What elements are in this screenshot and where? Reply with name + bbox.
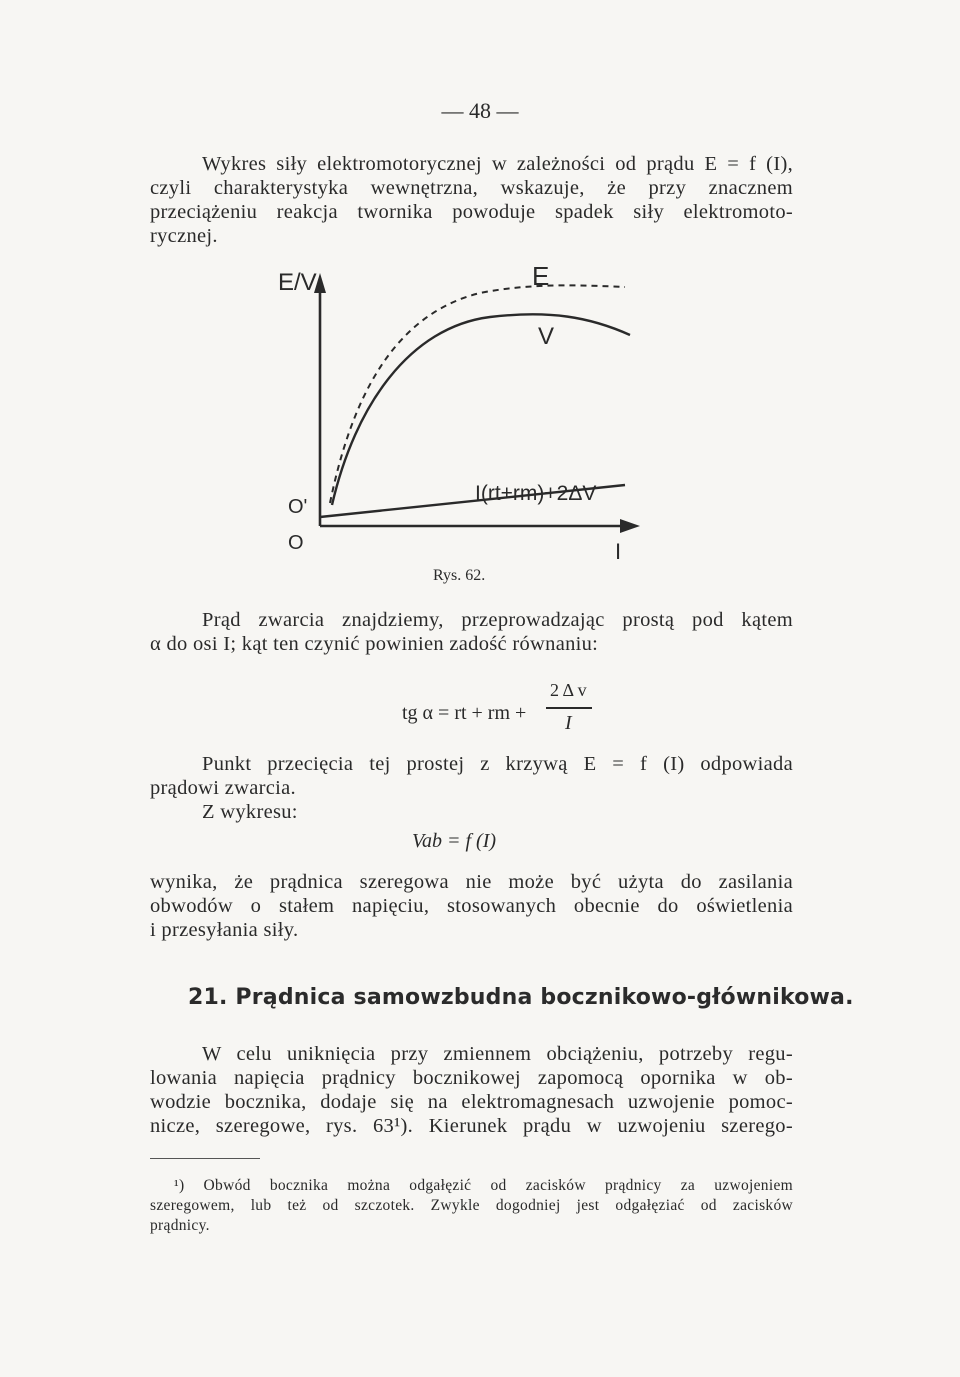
curve-v [332,314,630,505]
page-number: — 48 — [441,98,519,123]
text-line: Punkt przecięcia tej prostej z krzywą E = f (I) odpowiada [202,753,793,775]
text-line: α do osi I; kąt ten czynić powinien zadość równaniu: [150,633,599,655]
axis-x-label: I [615,539,622,564]
paragraph-5 [150,870,793,942]
line-label: I(rt+rm)+2ΔV [475,482,597,505]
paragraph-6 [150,1042,793,1138]
text-line: wodzie bocznika, dodaje się na elektromagnesach uzwojenie pomoc- [150,1091,793,1113]
footnote-line: szeregowem, lub też od szczotek. Zwykle dogodniej jest odgałęziać od zacisków [150,1197,793,1214]
equation-tg-alpha [402,680,602,740]
curve-v-label: V [538,323,555,350]
x-axis-arrow [620,519,640,533]
footnote-line: ¹) Obwód bocznika można odgałęzić od zacisków prądnicy za uzwojeniem [174,1177,793,1194]
figure-caption: Rys. 62. [433,567,486,584]
paragraph-2 [150,608,793,656]
text-line: W celu uniknięcia przy zmiennem obciążeniu, potrzeby regu- [202,1043,793,1065]
text-line: i przesyłania siły. [150,919,299,941]
text-line: rycznej. [150,225,218,247]
footnote [150,1176,793,1236]
footnote-line: prądnicy. [150,1217,210,1234]
text-line: Wykres siły elektromotorycznej w zależności od prądu E = f (I), [202,153,793,175]
text-line: prądowi zwarcia. [150,777,296,799]
equation-lhs: tg α = rt + rm + [402,702,527,724]
paragraph-3 [150,752,793,800]
figure-62 [270,255,670,565]
equation-denominator: I [565,712,572,734]
intro-paragraph [150,152,793,248]
equation-vab: Vab = f (I) [412,830,497,852]
curve-e-label: E [532,261,550,291]
section-heading: 21. Prądnica samowzbudna bocznikowo-głównikowa. [188,985,854,1010]
shifted-origin-label: O' [288,496,308,518]
text-line: czyli charakterystyka wewnętrzna, wskazuje, że przy znacznem [150,177,793,199]
text-line: przeciążeniu reakcja twornika powoduje spadek siły elektromoto- [150,201,793,223]
paragraph-4: Z wykresu: [202,801,298,823]
characteristic-diagram [270,255,670,565]
text-line: wynika, że prądnica szeregowa nie może być użyta do zasilania [150,871,793,893]
text-line: nicze, szeregowe, rys. 63¹). Kierunek prądu w uzwojeniu szerego- [150,1115,793,1137]
footnote-separator [150,1158,260,1159]
origin-label: O [288,532,304,554]
equation-numerator: 2 Δ v [550,680,587,700]
text-line: obwodów o stałem napięciu, stosowanych obecnie do oświetlenia [150,895,793,917]
text-line: Prąd zwarcia znajdziemy, przeprowadzając prostą pod kątem [202,609,793,631]
fraction-bar [546,707,592,709]
text-line: lowania napięcia prądnicy bocznikowej zapomocą opornika w ob- [150,1067,793,1089]
axis-y-label: E/V [278,269,317,296]
